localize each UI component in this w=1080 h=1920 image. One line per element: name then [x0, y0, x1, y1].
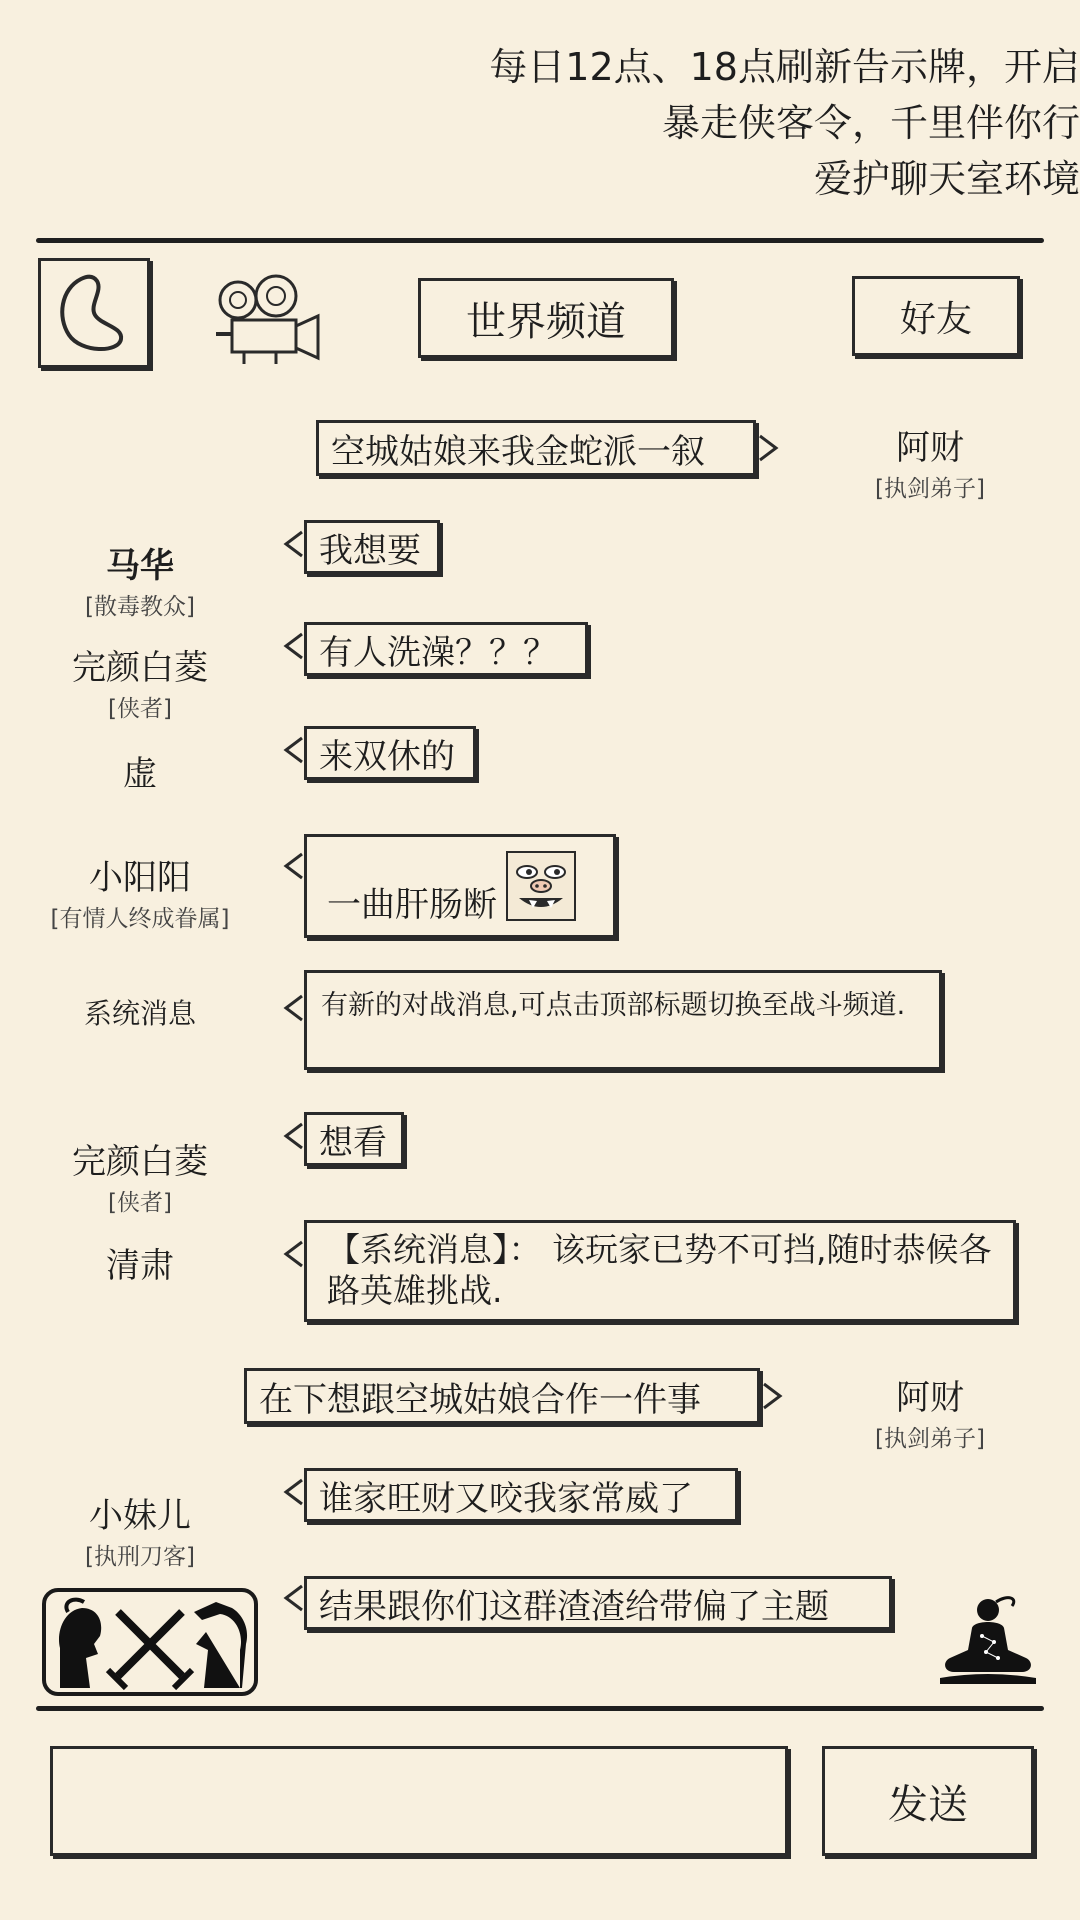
bubble-tail	[286, 634, 302, 658]
chat-bubble: 有人洗澡？？？	[304, 622, 588, 676]
chat-bubble: 有新的对战消息,可点击顶部标题切换至战斗频道.	[304, 970, 942, 1070]
tab-world-channel[interactable]: 世界频道	[418, 278, 674, 358]
header-divider	[36, 238, 1044, 243]
bubble-text: 一曲肝肠断	[327, 884, 497, 925]
sender-title: [侠者]	[108, 1190, 172, 1216]
sender-name[interactable]: 完颜白菱	[72, 648, 208, 688]
sender-name[interactable]: 小阳阳	[89, 858, 191, 898]
chat-bubble: 空城姑娘来我金蛇派一叙	[316, 420, 756, 476]
footer-divider	[36, 1706, 1044, 1711]
notice-line-2: 暴走侠客令，千里伴你行	[661, 101, 1080, 145]
notice-marquee	[0, 44, 1080, 214]
sender-name[interactable]: 系统消息	[83, 997, 196, 1030]
sender-title: [散毒教众]	[85, 594, 195, 620]
bubble-tail	[286, 738, 302, 762]
bubble-tail	[286, 1124, 302, 1148]
notice-line-1: 每日12点、18点刷新告示牌，开启	[489, 45, 1080, 89]
duel-button[interactable]	[42, 1588, 258, 1696]
video-button[interactable]	[214, 272, 326, 368]
sender-name[interactable]: 清肃	[106, 1246, 174, 1286]
back-button[interactable]	[38, 258, 150, 368]
duel-icon	[46, 1592, 254, 1692]
sender-title: [执剑弟子]	[875, 1426, 985, 1452]
bubble-tail	[760, 436, 776, 460]
meditation-button[interactable]	[938, 1588, 1038, 1688]
notice-line-3: 爱护聊天室环境	[813, 157, 1080, 201]
chat-bubble: 谁家旺财又咬我家常威了	[304, 1468, 738, 1522]
sender-title: [有情人终成眷属]	[50, 906, 230, 932]
pig-face-emoji-icon	[505, 850, 577, 922]
friends-button[interactable]: 好友	[852, 276, 1020, 356]
sender-name[interactable]: 虚	[123, 754, 157, 794]
sender-title: [执刑刀客]	[85, 1544, 195, 1570]
meditation-icon	[938, 1588, 1038, 1688]
bubble-tail	[286, 854, 302, 878]
chat-bubble: 我想要	[304, 520, 440, 574]
sender-name[interactable]: 阿财	[896, 428, 964, 468]
message-input[interactable]	[50, 1746, 788, 1856]
sender-title: [侠者]	[108, 696, 172, 722]
sender-name[interactable]: 小妹儿	[89, 1496, 191, 1536]
back-icon	[41, 261, 147, 365]
bubble-tail	[286, 1586, 302, 1610]
bubble-tail	[286, 996, 302, 1020]
bubble-tail	[286, 532, 302, 556]
chat-bubble: 在下想跟空城姑娘合作一件事	[244, 1368, 760, 1424]
video-camera-icon	[214, 272, 326, 368]
sender-title: [执剑弟子]	[875, 476, 985, 502]
send-button[interactable]: 发送	[822, 1746, 1034, 1856]
chat-bubble: 来双休的	[304, 726, 476, 780]
sender-name[interactable]: 阿财	[896, 1378, 964, 1418]
chat-list[interactable]	[0, 390, 1080, 1627]
chat-bubble: 结果跟你们这群渣渣给带偏了主题	[304, 1576, 892, 1630]
chat-bubble	[304, 834, 616, 938]
bubble-tail	[286, 1480, 302, 1504]
chat-bubble: 【系统消息】： 该玩家已势不可挡,随时恭候各路英雄挑战.	[304, 1220, 1016, 1322]
sender-name[interactable]: 完颜白菱	[72, 1142, 208, 1182]
bubble-tail	[764, 1384, 780, 1408]
bubble-tail	[286, 1242, 302, 1266]
chat-bubble: 想看	[304, 1112, 404, 1166]
sender-name[interactable]: 马华	[106, 546, 174, 586]
